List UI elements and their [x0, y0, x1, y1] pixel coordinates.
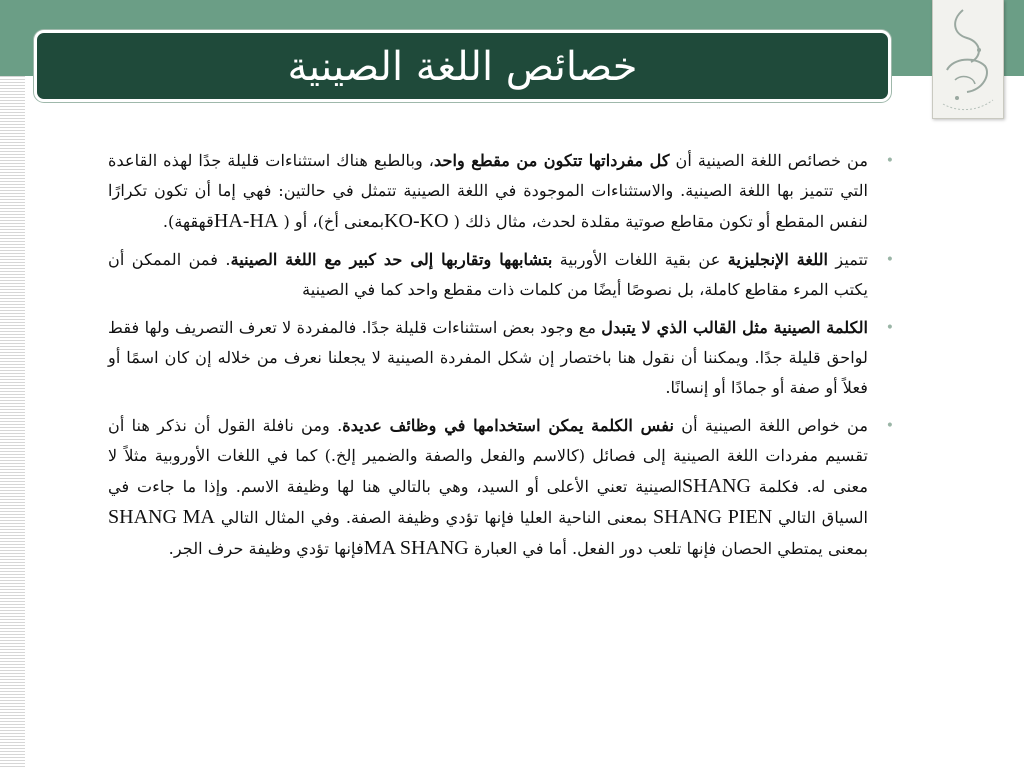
- bullet-list: [108, 146, 896, 572]
- bullet-icon: •: [885, 418, 894, 434]
- bullet-icon: •: [885, 320, 894, 336]
- list-item: • الكلمة الصينية مثل القالب الذي لا يتبدل مع وجود بعض استثناءات قليلة جدًا. فالمفردة لا تعرف التصريف ولها فقط لواحق قليلة جدًا. ويمكننا أن نقول هنا باختصار إن شكل المفردة الصينية لا يجعلنا نعرف من خلاله إن كان اسمًا أو فعلاً أو صفة أو جمادًا أو إنسانًا.: [108, 313, 896, 403]
- list-item: • من خصائص اللغة الصينية أن كل مفرداتها تتكون من مقطع واحد، وبالطبع هناك استثناءات قليلة جدًا لهذه القاعدة التي تتميز بها اللغة الصينية. والاستثناءات الموجودة في اللغة الصينية تتمثل في حالتين: فهي إما أن تكون تكرارًا لنفس المقطع أو تكون مقاطع صوتية مقلدة لحدث، مثال ذلك ( KO-KOبمعنى أخ)، أو ( HA-HAقهقهة).: [108, 146, 896, 237]
- list-item: • من خواص اللغة الصينية أن نفس الكلمة يمكن استخدامها في وظائف عديدة. ومن نافلة القول أن نذكر هنا أن تقسيم مفردات اللغة الصينية إلى فصائل (كالاسم والفعل والصفة والضمير إلخ.) كما في اللغات الأوروبية مثلاً لا معنى له. فكلمة SHANGالصينية تعني الأعلى أو السيد، وهي بالتالي هنا لها وظيفة الاسم. وإذا ما جاءت في السياق التالي SHANG PIEN بمعنى الناحية العليا فإنها تؤدي وظيفة الصفة. وفي المثال التالي SHANG MA بمعنى يمتطي الحصان فإنها تلعب دور الفعل. أما في العبارة MA SHANGفإنها تؤدي وظيفة حرف الجر.: [108, 411, 896, 564]
- title-bar: [34, 30, 891, 102]
- list-item: • تتميز اللغة الإنجليزية عن بقية اللغات الأوربية بتشابهها وتقاربها إلى حد كبير مع اللغة الصينية. فمن الممكن أن يكتب المرء مقاطع كاملة، بل نصوصًا أيضًا من كلمات ذات مقطع واحد كما في الصينية: [108, 245, 896, 305]
- bullet-icon: •: [885, 252, 894, 268]
- arabic-calligraphy-logo-icon: [933, 0, 1003, 118]
- bullet-icon: •: [885, 153, 894, 169]
- page-title: خصائص اللغة الصينية: [287, 44, 638, 90]
- calligraphy-logo: [932, 0, 1004, 119]
- decorative-side-stripes: [0, 76, 25, 768]
